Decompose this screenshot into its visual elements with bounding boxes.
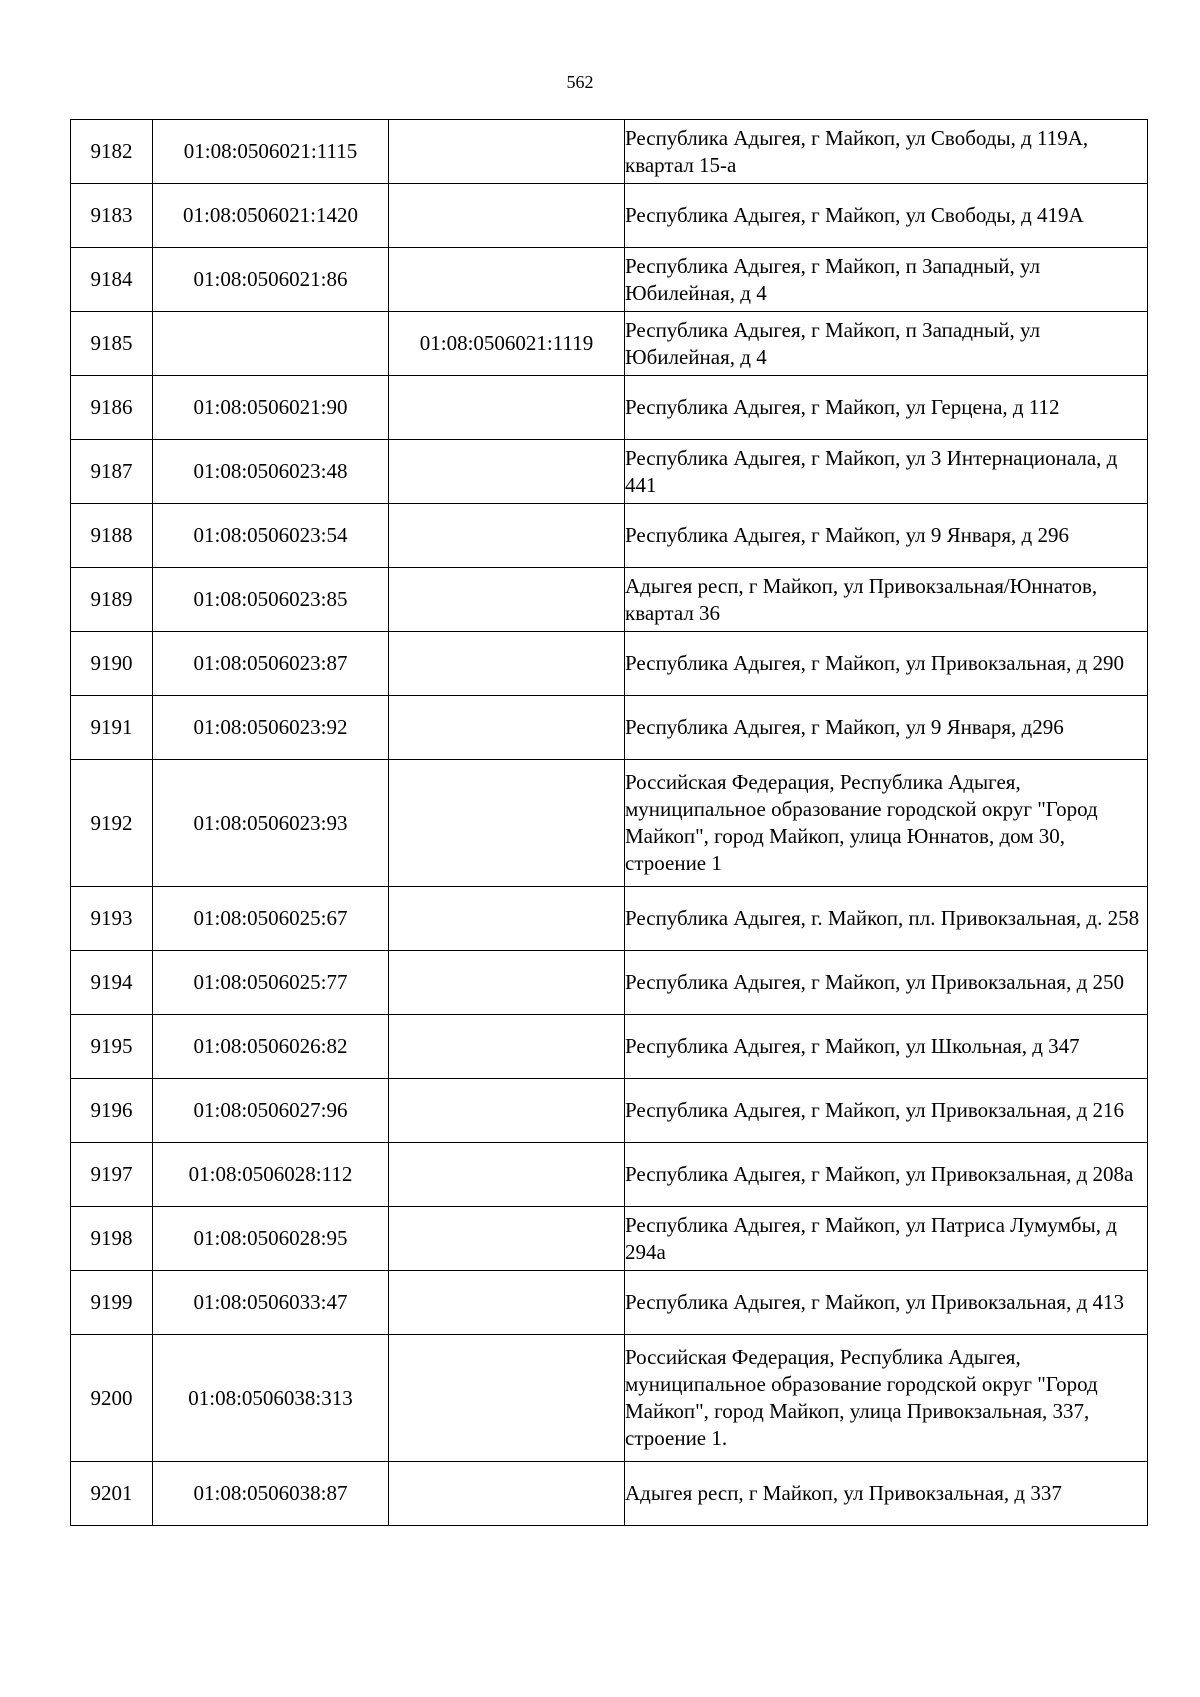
cadastral-number-extra bbox=[389, 1143, 625, 1207]
address: Республика Адыгея, г Майкоп, ул Свободы, д 119А, квартал 15-а bbox=[625, 120, 1148, 184]
table-row bbox=[71, 760, 1148, 887]
address: Республика Адыгея, г Майкоп, ул 9 Января, д296 bbox=[625, 696, 1148, 760]
cadastral-number-extra bbox=[389, 184, 625, 248]
address: Республика Адыгея, г Майкоп, ул Привокзальная, д 216 bbox=[625, 1079, 1148, 1143]
cadastral-number-extra bbox=[389, 1462, 625, 1526]
table-row bbox=[71, 696, 1148, 760]
cadastral-number-extra bbox=[389, 568, 625, 632]
cadastral-number-extra bbox=[389, 696, 625, 760]
cadastral-number: 01:08:0506023:92 bbox=[153, 696, 389, 760]
table-row bbox=[71, 1079, 1148, 1143]
row-number: 9187 bbox=[71, 440, 153, 504]
row-number: 9196 bbox=[71, 1079, 153, 1143]
table-row bbox=[71, 1015, 1148, 1079]
cadastral-number: 01:08:0506023:48 bbox=[153, 440, 389, 504]
row-number: 9192 bbox=[71, 760, 153, 887]
cadastral-number-extra bbox=[389, 887, 625, 951]
row-number: 9198 bbox=[71, 1207, 153, 1271]
cadastral-number-extra bbox=[389, 1207, 625, 1271]
cadastral-number bbox=[153, 312, 389, 376]
page-number: 562 bbox=[566, 72, 594, 92]
cadastral-number-extra bbox=[389, 1079, 625, 1143]
address: Российская Федерация, Республика Адыгея, муниципальное образование городской округ "Город Майкоп", город Майкоп, улица Юннатов, дом 30, строение 1 bbox=[625, 760, 1148, 887]
address: Республика Адыгея, г Майкоп, ул Патриса Лумумбы, д 294а bbox=[625, 1207, 1148, 1271]
row-number: 9184 bbox=[71, 248, 153, 312]
cadastral-number: 01:08:0506025:77 bbox=[153, 951, 389, 1015]
row-number: 9197 bbox=[71, 1143, 153, 1207]
row-number: 9199 bbox=[71, 1271, 153, 1335]
table-row bbox=[71, 887, 1148, 951]
cadastral-number: 01:08:0506021:1420 bbox=[153, 184, 389, 248]
table-row bbox=[71, 440, 1148, 504]
table-row bbox=[71, 1207, 1148, 1271]
cadastral-number-extra bbox=[389, 1015, 625, 1079]
table-row bbox=[71, 248, 1148, 312]
address: Республика Адыгея, г Майкоп, ул 3 Интернационала, д 441 bbox=[625, 440, 1148, 504]
table-row bbox=[71, 951, 1148, 1015]
address: Республика Адыгея, г Майкоп, ул Школьная, д 347 bbox=[625, 1015, 1148, 1079]
address: Республика Адыгея, г Майкоп, ул Герцена, д 112 bbox=[625, 376, 1148, 440]
cadastral-number: 01:08:0506028:112 bbox=[153, 1143, 389, 1207]
cadastral-number: 01:08:0506025:67 bbox=[153, 887, 389, 951]
row-number: 9182 bbox=[71, 120, 153, 184]
cadastral-number: 01:08:0506021:86 bbox=[153, 248, 389, 312]
address: Адыгея респ, г Майкоп, ул Привокзальная/Юннатов, квартал 36 bbox=[625, 568, 1148, 632]
cadastral-number: 01:08:0506021:1115 bbox=[153, 120, 389, 184]
cadastral-number: 01:08:0506026:82 bbox=[153, 1015, 389, 1079]
address: Республика Адыгея, г Майкоп, ул Свободы, д 419А bbox=[625, 184, 1148, 248]
row-number: 9186 bbox=[71, 376, 153, 440]
cadastral-number-extra: 01:08:0506021:1119 bbox=[389, 312, 625, 376]
cadastral-number-extra bbox=[389, 376, 625, 440]
address: Республика Адыгея, г Майкоп, ул Привокзальная, д 208а bbox=[625, 1143, 1148, 1207]
registry-table bbox=[70, 119, 1148, 1526]
cadastral-number-extra bbox=[389, 1271, 625, 1335]
address: Российская Федерация, Республика Адыгея, муниципальное образование городской округ "Город Майкоп", город Майкоп, улица Привокзальная, 337, строение 1. bbox=[625, 1335, 1148, 1462]
row-number: 9200 bbox=[71, 1335, 153, 1462]
address: Республика Адыгея, г Майкоп, ул Привокзальная, д 250 bbox=[625, 951, 1148, 1015]
cadastral-number: 01:08:0506033:47 bbox=[153, 1271, 389, 1335]
address: Республика Адыгея, г Майкоп, ул Привокзальная, д 290 bbox=[625, 632, 1148, 696]
cadastral-number-extra bbox=[389, 504, 625, 568]
table-row bbox=[71, 1335, 1148, 1462]
cadastral-number: 01:08:0506023:87 bbox=[153, 632, 389, 696]
cadastral-number: 01:08:0506038:313 bbox=[153, 1335, 389, 1462]
cadastral-number-extra bbox=[389, 248, 625, 312]
row-number: 9188 bbox=[71, 504, 153, 568]
cadastral-number-extra bbox=[389, 951, 625, 1015]
cadastral-number: 01:08:0506028:95 bbox=[153, 1207, 389, 1271]
cadastral-number-extra bbox=[389, 440, 625, 504]
table-row bbox=[71, 312, 1148, 376]
cadastral-number-extra bbox=[389, 760, 625, 887]
table-row bbox=[71, 120, 1148, 184]
row-number: 9183 bbox=[71, 184, 153, 248]
address: Республика Адыгея, г Майкоп, п Западный, ул Юбилейная, д 4 bbox=[625, 248, 1148, 312]
address: Республика Адыгея, г Майкоп, ул 9 Января, д 296 bbox=[625, 504, 1148, 568]
cadastral-number-extra bbox=[389, 632, 625, 696]
row-number: 9190 bbox=[71, 632, 153, 696]
cadastral-number: 01:08:0506023:93 bbox=[153, 760, 389, 887]
cadastral-number: 01:08:0506027:96 bbox=[153, 1079, 389, 1143]
table-row bbox=[71, 1462, 1148, 1526]
address: Республика Адыгея, г Майкоп, ул Привокзальная, д 413 bbox=[625, 1271, 1148, 1335]
row-number: 9201 bbox=[71, 1462, 153, 1526]
row-number: 9185 bbox=[71, 312, 153, 376]
address: Адыгея респ, г Майкоп, ул Привокзальная, д 337 bbox=[625, 1462, 1148, 1526]
table-row bbox=[71, 1143, 1148, 1207]
row-number: 9193 bbox=[71, 887, 153, 951]
table-row bbox=[71, 184, 1148, 248]
table-row bbox=[71, 504, 1148, 568]
row-number: 9191 bbox=[71, 696, 153, 760]
cadastral-number-extra bbox=[389, 1335, 625, 1462]
address: Республика Адыгея, г. Майкоп, пл. Привокзальная, д. 258 bbox=[625, 887, 1148, 951]
cadastral-number-extra bbox=[389, 120, 625, 184]
table-row bbox=[71, 376, 1148, 440]
cadastral-number: 01:08:0506021:90 bbox=[153, 376, 389, 440]
cadastral-number: 01:08:0506023:54 bbox=[153, 504, 389, 568]
row-number: 9189 bbox=[71, 568, 153, 632]
table-row bbox=[71, 1271, 1148, 1335]
table-row bbox=[71, 632, 1148, 696]
row-number: 9195 bbox=[71, 1015, 153, 1079]
table-row bbox=[71, 568, 1148, 632]
cadastral-number: 01:08:0506038:87 bbox=[153, 1462, 389, 1526]
address: Республика Адыгея, г Майкоп, п Западный, ул Юбилейная, д 4 bbox=[625, 312, 1148, 376]
cadastral-number: 01:08:0506023:85 bbox=[153, 568, 389, 632]
row-number: 9194 bbox=[71, 951, 153, 1015]
